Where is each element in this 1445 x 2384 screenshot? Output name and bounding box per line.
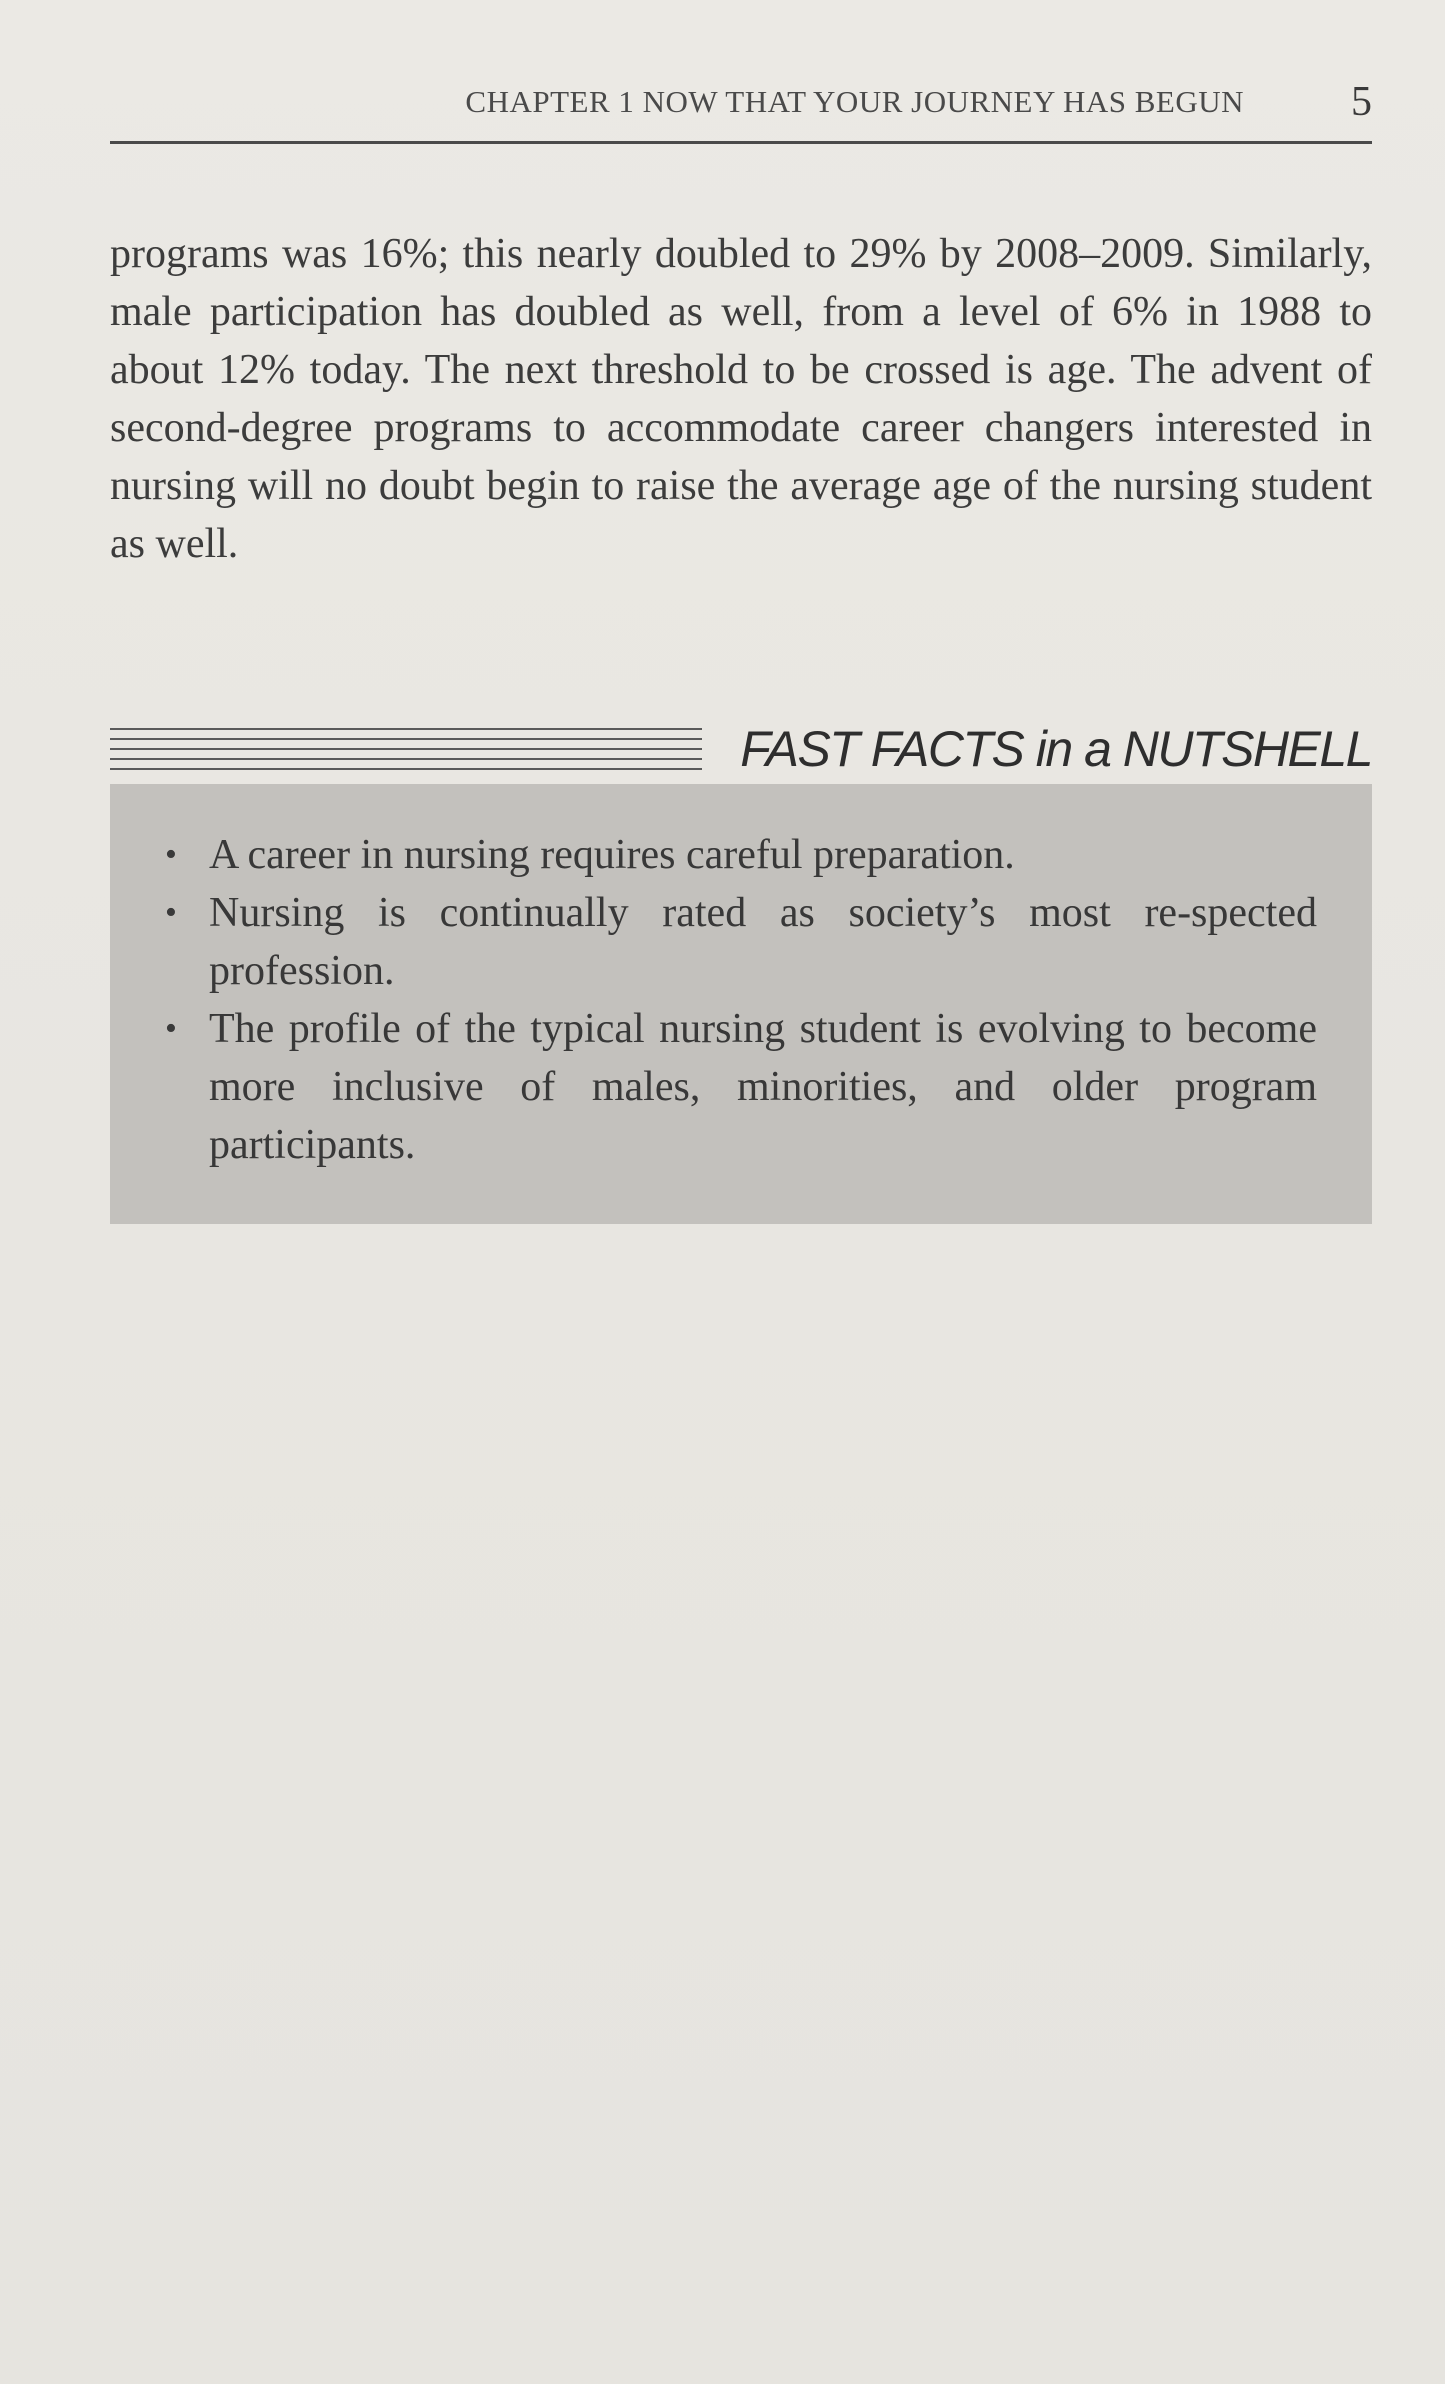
bullet-icon: • — [165, 1010, 177, 1047]
decorative-rules — [110, 728, 702, 772]
bullet-icon: • — [165, 894, 177, 931]
fast-fact-item — [165, 826, 1317, 884]
bullet-icon: • — [165, 836, 177, 873]
chapter-title: CHAPTER 1 NOW THAT YOUR JOURNEY HAS BEGUN — [465, 84, 1244, 119]
running-head — [110, 78, 1372, 128]
fast-fact-text: Nursing is continually rated as society’s most re-spected profession. — [209, 890, 1317, 994]
fast-facts-title: FAST FACTS in a NUTSHELL — [740, 721, 1372, 777]
page-number: 5 — [1351, 79, 1372, 125]
fast-facts-list — [165, 826, 1317, 1174]
fast-fact-item — [165, 1000, 1317, 1174]
body-paragraph: programs was 16%; this nearly doubled to 29% by 2008–2009. Similarly, male participation has doubled as well, from a level of 6% in 1988 to about 12% today. The next threshold to be crossed is age. The advent of second-degree programs to accommodate career changers interested in nursing will no doubt begin to raise the average age of the nursing student as well. — [110, 231, 1372, 567]
fast-fact-text: A career in nursing requires careful preparation. — [209, 832, 1015, 878]
fast-facts-header — [110, 720, 1372, 780]
fast-fact-text: The profile of the typical nursing student is evolving to become more inclusive of males, minorities, and older program participants. — [209, 1006, 1317, 1168]
fast-fact-item — [165, 884, 1317, 1000]
header-rule — [110, 141, 1372, 144]
fast-facts-box — [110, 784, 1372, 1224]
